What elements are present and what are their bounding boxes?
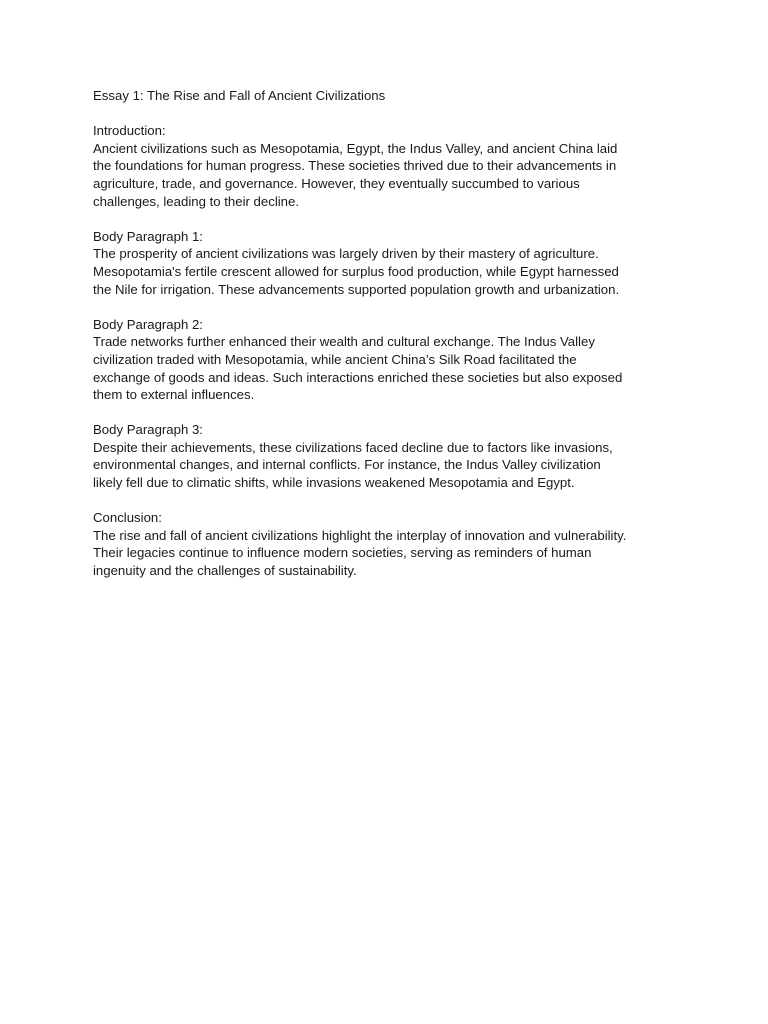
essay-body xyxy=(93,87,693,580)
paragraph-line: challenges, leading to their decline. xyxy=(93,193,300,209)
paragraph-line: Trade networks further enhanced their wealth and cultural exchange. The Indus Valley xyxy=(93,334,595,350)
paragraph-line: them to external influences. xyxy=(93,387,255,403)
paragraph-line: Ancient civilizations such as Mesopotamia, Egypt, the Indus Valley, and ancient China laid xyxy=(93,140,618,156)
spacer xyxy=(93,105,693,123)
paragraph-line: civilization traded with Mesopotamia, while ancient China’s Silk Road facilitated the xyxy=(93,351,577,367)
section-heading: Body Paragraph 1: xyxy=(93,228,203,244)
paragraph-line: The prosperity of ancient civilizations was largely driven by their mastery of agriculture. xyxy=(93,246,599,262)
section-heading: Body Paragraph 2: xyxy=(93,316,203,332)
paragraph-line: agriculture, trade, and governance. However, they eventually succumbed to various xyxy=(93,175,580,191)
section-introduction xyxy=(93,122,693,210)
section-heading: Conclusion: xyxy=(93,510,162,526)
paragraph-line: Despite their achievements, these civilizations faced decline due to factors like invasions, xyxy=(93,439,613,455)
spacer xyxy=(93,210,693,228)
section-heading: Body Paragraph 3: xyxy=(93,422,203,438)
paragraph-line: likely fell due to climatic shifts, while invasions weakened Mesopotamia and Egypt. xyxy=(93,475,575,491)
spacer xyxy=(93,404,693,422)
essay-title: Essay 1: The Rise and Fall of Ancient Civilizations xyxy=(93,88,386,103)
paragraph-line: The rise and fall of ancient civilizations highlight the interplay of innovation and vulnerability. xyxy=(93,527,627,543)
paragraph-line: Mesopotamia's fertile crescent allowed for surplus food production, while Egypt harnessed xyxy=(93,263,619,279)
spacer xyxy=(93,492,693,510)
section-conclusion xyxy=(93,509,693,579)
section-heading: Introduction: xyxy=(93,123,166,139)
spacer xyxy=(93,298,693,316)
section-body-paragraph-1 xyxy=(93,228,693,298)
paragraph-line: the foundations for human progress. These societies thrived due to their advancements in xyxy=(93,158,617,174)
paragraph-line: the Nile for irrigation. These advancements supported population growth and urbanization. xyxy=(93,281,620,297)
section-body-paragraph-3 xyxy=(93,421,693,491)
paragraph-line: exchange of goods and ideas. Such interactions enriched these societies but also exposed xyxy=(93,369,623,385)
section-body-paragraph-2 xyxy=(93,316,693,404)
paragraph-line: environmental changes, and internal conflicts. For instance, the Indus Valley civilization xyxy=(93,457,601,473)
paragraph-line: Their legacies continue to influence modern societies, serving as reminders of human xyxy=(93,545,592,561)
paragraph-line: ingenuity and the challenges of sustainability. xyxy=(93,563,357,579)
